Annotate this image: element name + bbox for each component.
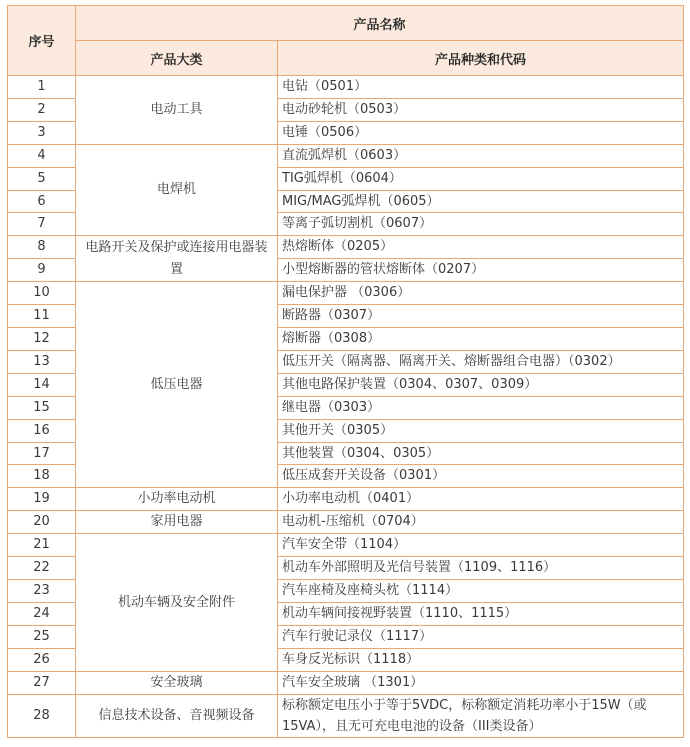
item-cell: 汽车安全带（1104） [278, 534, 684, 557]
row-number: 13 [8, 350, 76, 373]
row-number: 8 [8, 236, 76, 259]
item-cell: 小型熔断器的管状熔断体（0207） [278, 259, 684, 282]
item-cell: 电动机-压缩机（0704） [278, 511, 684, 534]
header-type-code: 产品种类和代码 [278, 41, 684, 76]
row-number: 18 [8, 465, 76, 488]
category-cell: 信息技术设备、音视频设备 [76, 694, 278, 737]
row-number: 11 [8, 305, 76, 328]
header-category: 产品大类 [76, 41, 278, 76]
item-cell: 直流弧焊机（0603） [278, 144, 684, 167]
row-number: 19 [8, 488, 76, 511]
header-product-name: 产品名称 [76, 6, 684, 41]
row-number: 2 [8, 98, 76, 121]
item-cell: 热熔断体（0205） [278, 236, 684, 259]
item-cell: 其他装置（0304、0305） [278, 442, 684, 465]
row-number: 16 [8, 419, 76, 442]
item-cell: 漏电保护器 （0306） [278, 282, 684, 305]
table-row [8, 76, 684, 99]
category-cell: 家用电器 [76, 511, 278, 534]
row-number: 23 [8, 580, 76, 603]
item-cell: 电钻（0501） [278, 76, 684, 99]
table-row [8, 488, 684, 511]
item-cell: TIG弧焊机（0604） [278, 167, 684, 190]
table-row [8, 694, 684, 737]
item-cell: 电锤（0506） [278, 121, 684, 144]
row-number: 3 [8, 121, 76, 144]
item-cell: 汽车座椅及座椅头枕（1114） [278, 580, 684, 603]
item-cell: 电动砂轮机（0503） [278, 98, 684, 121]
category-cell: 电路开关及保护或连接用电器装置 [76, 236, 278, 282]
table-row [8, 236, 684, 259]
row-number: 20 [8, 511, 76, 534]
table-row [8, 511, 684, 534]
category-cell: 电动工具 [76, 76, 278, 145]
row-number: 28 [8, 694, 76, 737]
header-row-1 [8, 6, 684, 41]
row-number: 1 [8, 76, 76, 99]
item-cell: 车身反光标识（1118） [278, 648, 684, 671]
table-row [8, 534, 684, 557]
row-number: 12 [8, 327, 76, 350]
row-number: 25 [8, 625, 76, 648]
row-number: 15 [8, 396, 76, 419]
item-cell: MIG/MAG弧焊机（0605） [278, 190, 684, 213]
row-number: 9 [8, 259, 76, 282]
category-cell: 电焊机 [76, 144, 278, 236]
item-cell: 其他开关（0305） [278, 419, 684, 442]
row-number: 7 [8, 213, 76, 236]
row-number: 21 [8, 534, 76, 557]
row-number: 17 [8, 442, 76, 465]
item-cell: 熔断器（0308） [278, 327, 684, 350]
category-cell: 低压电器 [76, 282, 278, 488]
item-cell: 标称额定电压小于等于5VDC，标称额定消耗功率小于15W（或15VA），且无可充电电池的设备（III类设备） [278, 694, 684, 737]
row-number: 10 [8, 282, 76, 305]
row-number: 24 [8, 603, 76, 626]
row-number: 5 [8, 167, 76, 190]
item-cell: 断路器（0307） [278, 305, 684, 328]
item-cell: 汽车行驶记录仪（1117） [278, 625, 684, 648]
row-number: 4 [8, 144, 76, 167]
item-cell: 机动车辆间接视野装置（1110、1115） [278, 603, 684, 626]
item-cell: 机动车外部照明及光信号装置（1109、1116） [278, 557, 684, 580]
category-cell: 小功率电动机 [76, 488, 278, 511]
category-cell: 机动车辆及安全附件 [76, 534, 278, 671]
header-seq: 序号 [8, 6, 76, 76]
item-cell: 继电器（0303） [278, 396, 684, 419]
table-row [8, 671, 684, 694]
row-number: 27 [8, 671, 76, 694]
row-number: 22 [8, 557, 76, 580]
row-number: 6 [8, 190, 76, 213]
item-cell: 低压开关（隔离器、隔离开关、熔断器组合电器）（0302） [278, 350, 684, 373]
product-table [7, 5, 684, 738]
row-number: 14 [8, 373, 76, 396]
header-row-2 [8, 41, 684, 76]
item-cell: 汽车安全玻璃 （1301） [278, 671, 684, 694]
table-row [8, 144, 684, 167]
row-number: 26 [8, 648, 76, 671]
category-cell: 安全玻璃 [76, 671, 278, 694]
item-cell: 等离子弧切割机（0607） [278, 213, 684, 236]
table-row [8, 282, 684, 305]
item-cell: 低压成套开关设备（0301） [278, 465, 684, 488]
item-cell: 其他电路保护装置（0304、0307、0309） [278, 373, 684, 396]
item-cell: 小功率电动机（0401） [278, 488, 684, 511]
